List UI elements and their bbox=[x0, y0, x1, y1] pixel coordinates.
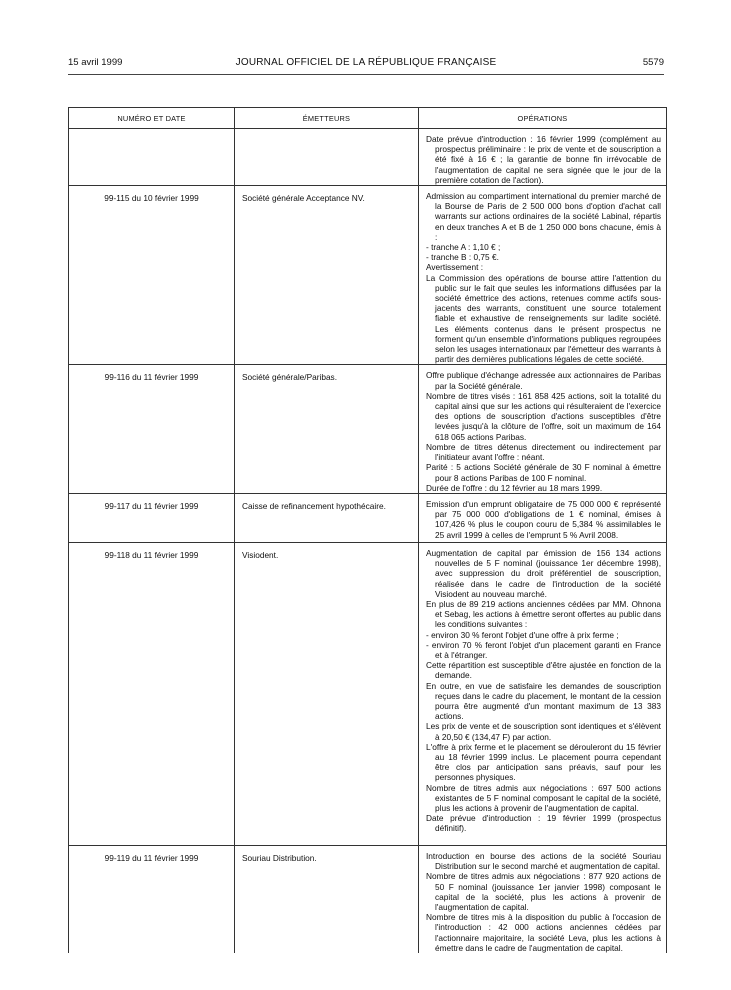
operation-paragraph: Date prévue d'introduction : 19 février 1999 (prospectus définitif). bbox=[426, 813, 661, 834]
operation-paragraph: En plus de 89 219 actions anciennes cédées par MM. Ohnona et Sebag, les actions à émettre seront offertes au public dans les conditions suivantes : bbox=[426, 598, 661, 630]
journal-title: JOURNAL OFFICIEL DE LA RÉPUBLIQUE FRANÇAISE bbox=[235, 57, 497, 68]
cell-emetteur: Caisse de refinancement hypothécaire. bbox=[235, 493, 419, 542]
operation-paragraph: Admission au compartiment international du premier marché de la Bourse de Paris de 2 500 000 bons d'option d'achat call warrants sur actions ordinaires de la société Labinal, répartis en deux tranches A et B de 1 250 000 bons chacune, émis à : bbox=[426, 191, 661, 242]
table-row bbox=[69, 845, 667, 953]
cell-emetteur: Souriau Distribution. bbox=[235, 845, 419, 953]
cell-operations bbox=[419, 186, 667, 365]
operation-paragraph: Parité : 5 actions Société générale de 30 F nominal à émettre pour 8 actions Paribas de 100 F nominal. bbox=[426, 462, 661, 483]
operation-paragraph: - environ 30 % feront l'objet d'une offre à prix ferme ; bbox=[426, 629, 619, 640]
operation-paragraph: Nombre de titres admis aux négociations : 697 500 actions existantes de 5 F nominal composant le capital de la société, plus les actions à provenir de l'augmentation de capital. bbox=[426, 782, 661, 813]
cell-numero: 99-119 du 11 février 1999 bbox=[69, 845, 235, 953]
cell-operations bbox=[419, 845, 667, 953]
cell-numero: 99-117 du 11 février 1999 bbox=[69, 493, 235, 542]
table-row bbox=[69, 493, 667, 542]
table-row bbox=[69, 129, 667, 186]
column-header-numero: NUMÉRO ET DATE bbox=[69, 108, 235, 129]
cell-emetteur bbox=[235, 129, 419, 186]
operation-paragraph: Augmentation de capital par émission de 156 134 actions nouvelles de 5 F nominal (jouissance 1er décembre 1998), avec suppression du droit préférentiel de souscription, réalisée dans le cadre de l'introduction de la société Visiodent au nouveau marché. bbox=[426, 547, 661, 599]
operation-paragraph: Nombre de titres admis aux négociations : 877 920 actions de 50 F nominal (jouissance 1er janvier 1998) composant le capital de la société, plus les actions à provenir de l'augmentation de capital. bbox=[426, 871, 661, 912]
cell-emetteur: Visiodent. bbox=[235, 542, 419, 845]
operation-paragraph: Introduction en bourse des actions de la société Souriau Distribution sur le second marché et augmentation de capital. bbox=[426, 850, 661, 872]
column-header-emetteurs: ÉMETTEURS bbox=[235, 108, 419, 129]
cell-emetteur: Société générale/Paribas. bbox=[235, 365, 419, 493]
table-row bbox=[69, 542, 667, 845]
column-header-operations: OPÉRATIONS bbox=[419, 108, 667, 129]
page-date: 15 avril 1999 bbox=[68, 57, 123, 68]
cell-numero: 99-118 du 11 février 1999 bbox=[69, 542, 235, 845]
header-rule bbox=[68, 74, 664, 75]
operations-table bbox=[68, 107, 667, 953]
operation-paragraph: Nombre de titres mis à la disposition du public à l'occasion de l'introduction : 42 000 actions anciennes cédées par l'actionnaire majoritaire, la société Leva, plus les actions à émettre dans le cadre de l'augmentation de capital. bbox=[426, 912, 661, 953]
cell-operations bbox=[419, 365, 667, 493]
operation-paragraph: - environ 70 % feront l'objet d'un placement garanti en France et à l'étranger. bbox=[426, 639, 661, 660]
operation-paragraph: - tranche B : 0,75 €. bbox=[426, 252, 499, 263]
cell-numero: 99-116 du 11 février 1999 bbox=[69, 365, 235, 493]
operation-paragraph: Date prévue d'introduction : 16 février 1999 (complément au prospectus préliminaire : le prix de vente et de souscription a été fixé à 16 € ; la garantie de bonne fin irrévocable de l'augmentation de capital ne sera signée que le jour de la première cotation de l'action). bbox=[426, 134, 661, 185]
cell-operations bbox=[419, 129, 667, 186]
operation-paragraph: Nombre de titres détenus directement ou indirectement par l'initiateur avant l'offre : néant. bbox=[426, 441, 661, 463]
page-header bbox=[68, 57, 664, 71]
operation-paragraph: L'offre à prix ferme et le placement se dérouleront du 15 février au 18 février 1999 inclus. Le placement pourra cependant être clos par anticipation sans préavis, sauf pour les personnes physiques. bbox=[426, 741, 661, 783]
table-row bbox=[69, 186, 667, 365]
page-number: 5579 bbox=[642, 57, 664, 68]
cell-numero: 99-115 du 10 février 1999 bbox=[69, 186, 235, 365]
cell-emetteur: Société générale Acceptance NV. bbox=[235, 186, 419, 365]
operation-paragraph: La Commission des opérations de bourse attire l'attention du public sur le fait que seules les informations diffusées par la société émettrice des actions, retenues comme actifs sous-jacents des warrants, constituent une source totalement fiable et exhaustive de renseignements sur ladite société. Les éléments contenus dans le présent prospectus ne forment qu'un ensemble d'informations publiques regroupées selon les usages internationaux par l'émetteur des warrants à partir des dernières publications légales de cette société. bbox=[426, 272, 661, 365]
operation-paragraph: Emission d'un emprunt obligataire de 75 000 000 € représenté par 75 000 000 d'obligations de 1 € nominal, émises à 107,426 % plus le coupon couru de 5,384 % assimilables le 25 avril 1999 à celles de l'emprunt 5 % Avril 2008. bbox=[426, 498, 661, 540]
operation-paragraph: Les prix de vente et de souscription sont identiques et s'élèvent à 20,50 € (134,47 F) par action. bbox=[426, 721, 661, 742]
cell-numero bbox=[69, 129, 235, 186]
operation-paragraph: En outre, en vue de satisfaire les demandes de souscription reçues dans le cadre du placement, le montant de la cession pourra être augmenté d'un montant maximum de 13 383 actions. bbox=[426, 680, 661, 722]
operation-paragraph: Avertissement : bbox=[426, 262, 484, 273]
operation-paragraph: Cette répartition est susceptible d'être ajustée en fonction de la demande. bbox=[426, 660, 661, 681]
cell-operations bbox=[419, 493, 667, 542]
operation-paragraph: - tranche A : 1,10 € ; bbox=[426, 242, 501, 253]
cell-operations bbox=[419, 542, 667, 845]
table-header-row bbox=[69, 108, 667, 129]
operation-paragraph: Nombre de titres visés : 161 858 425 actions, soit la totalité du capital ainsi que sur les actions qui résulteraient de l'exercice des options de souscription d'actions susceptibles d'être levées jusqu'à la clôture de l'offre, soit un maximum de 164 618 065 actions Paribas. bbox=[426, 390, 661, 442]
operation-paragraph: Durée de l'offre : du 12 février au 18 mars 1999. bbox=[426, 482, 603, 493]
table-row bbox=[69, 365, 667, 493]
operation-paragraph: Offre publique d'échange adressée aux actionnaires de Paribas par la Société générale. bbox=[426, 370, 661, 391]
